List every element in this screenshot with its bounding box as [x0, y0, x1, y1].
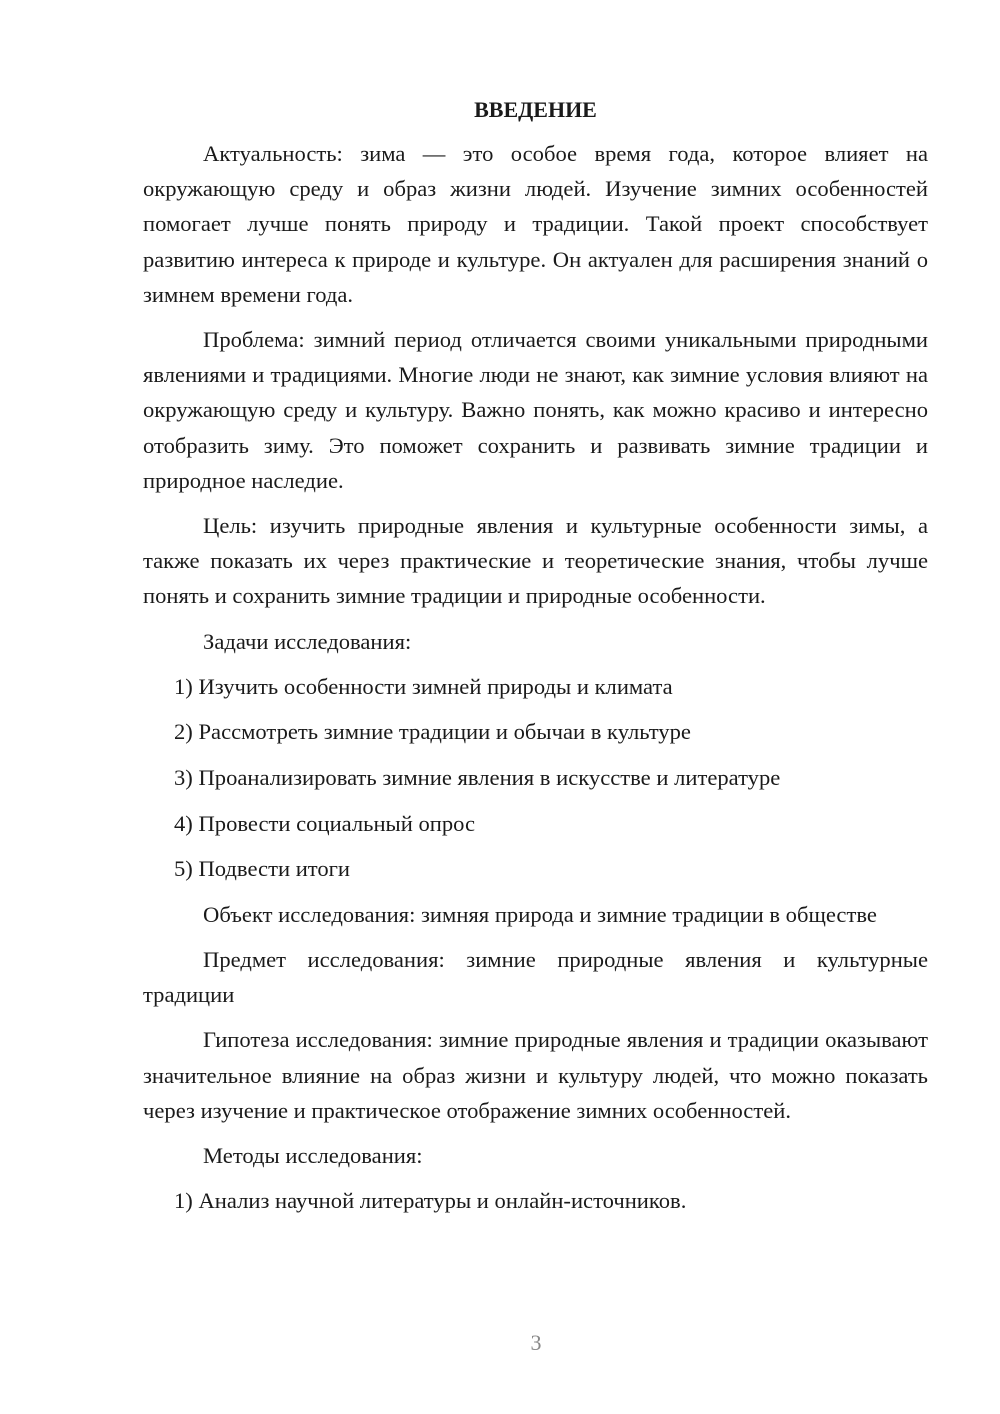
section-title: ВВЕДЕНИЕ	[474, 97, 597, 122]
relevance-paragraph: Актуальность: зима — это особое время года, которое влияет на окружающую среду и образ жизни людей. Изучение зимних особенностей помогает лучше понять природу и традиции. Такой проект способствует развитию интереса к природе и культуре. Он актуален для расширения знаний о зимнем времени года.	[143, 141, 928, 307]
goal-paragraph: Цель: изучить природные явления и культурные особенности зимы, а также показать их через практические и теоретические знания, чтобы лучше понять и сохранить зимние традиции и природные особенности.	[143, 513, 928, 609]
document-page	[143, 92, 928, 1229]
task-item: 3) Проанализировать зимние явления в искусстве и литературе	[174, 765, 781, 791]
tasks-label: Задачи исследования:	[203, 628, 412, 654]
problem-paragraph: Проблема: зимний период отличается своими уникальными природными явлениями и традициями. Многие люди не знают, как зимние условия влияют на окружающую среду и культуру. Важно понять, как можно красиво и интересно отобразить зиму. Это поможет сохранить и развивать зимние традиции и природное наследие.	[143, 327, 928, 493]
method-item: 1) Анализ научной литературы и онлайн-источников.	[174, 1188, 687, 1214]
task-item: 5) Подвести итоги	[174, 856, 351, 882]
task-item: 4) Провести социальный опрос	[174, 810, 476, 836]
task-item: 2) Рассмотреть зимние традиции и обычаи в культуре	[174, 719, 691, 745]
subject-paragraph: Предмет исследования: зимние природные явления и культурные традиции	[143, 947, 928, 1008]
object-paragraph: Объект исследования: зимняя природа и зимние традиции в обществе	[203, 901, 877, 927]
hypothesis-paragraph: Гипотеза исследования: зимние природные явления и традиции оказывают значительное влияние на образ жизни и культуру людей, что можно показать через изучение и практическое отображение зимних особенностей.	[143, 1027, 928, 1123]
task-item: 1) Изучить особенности зимней природы и климата	[174, 673, 673, 699]
methods-label: Методы исследования:	[203, 1143, 423, 1169]
page-number: 3	[530, 1330, 542, 1355]
